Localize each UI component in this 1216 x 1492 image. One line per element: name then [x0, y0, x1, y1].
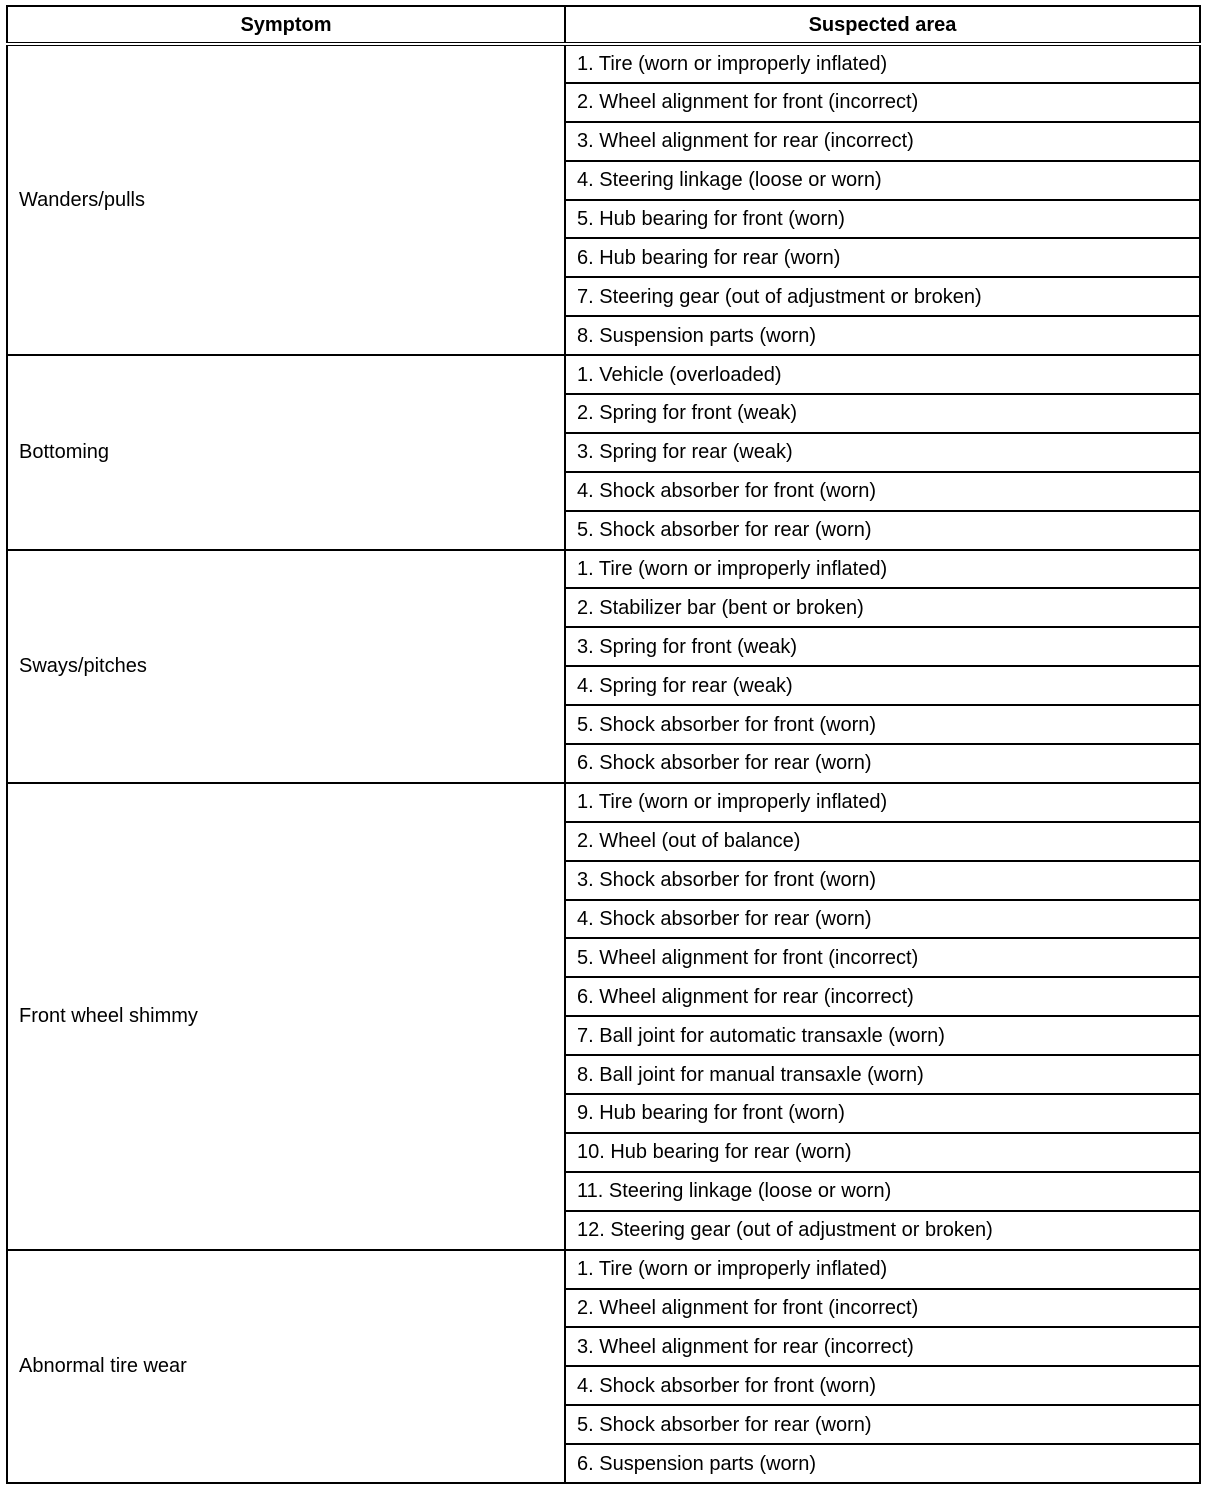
suspected-area-cell: 4. Spring for rear (weak): [565, 666, 1200, 705]
suspected-area-cell: 4. Steering linkage (loose or worn): [565, 161, 1200, 200]
suspected-area-cell: 8. Ball joint for manual transaxle (worn): [565, 1055, 1200, 1094]
suspected-area-cell: 2. Wheel alignment for front (incorrect): [565, 83, 1200, 122]
suspected-area-cell: 2. Stabilizer bar (bent or broken): [565, 588, 1200, 627]
table-header: [7, 6, 1200, 44]
suspected-area-cell: 6. Shock absorber for rear (worn): [565, 744, 1200, 783]
symptom-cell: Sways/pitches: [7, 550, 565, 783]
suspected-area-cell: 7. Steering gear (out of adjustment or broken): [565, 277, 1200, 316]
suspected-area-cell: 3. Wheel alignment for rear (incorrect): [565, 122, 1200, 161]
symptom-table: [6, 5, 1201, 1484]
suspected-area-cell: 4. Shock absorber for front (worn): [565, 1366, 1200, 1405]
symptom-cell: Abnormal tire wear: [7, 1250, 565, 1483]
suspected-area-cell: 1. Tire (worn or improperly inflated): [565, 1250, 1200, 1289]
table-row: [7, 783, 1200, 822]
suspected-area-cell: 3. Spring for rear (weak): [565, 433, 1200, 472]
symptom-cell: Front wheel shimmy: [7, 783, 565, 1250]
suspected-area-cell: 6. Suspension parts (worn): [565, 1444, 1200, 1483]
symptom-cell: Bottoming: [7, 355, 565, 549]
suspected-area-cell: 2. Spring for front (weak): [565, 394, 1200, 433]
suspected-area-cell: 5. Wheel alignment for front (incorrect): [565, 938, 1200, 977]
table-row: [7, 1250, 1200, 1289]
header-row: [7, 6, 1200, 44]
suspected-area-cell: 9. Hub bearing for front (worn): [565, 1094, 1200, 1133]
suspected-area-cell: 2. Wheel alignment for front (incorrect): [565, 1289, 1200, 1328]
suspected-area-cell: 12. Steering gear (out of adjustment or broken): [565, 1211, 1200, 1250]
table-row: [7, 355, 1200, 394]
header-symptom: Symptom: [7, 6, 565, 44]
suspected-area-cell: 4. Shock absorber for front (worn): [565, 472, 1200, 511]
table-row: [7, 550, 1200, 589]
suspected-area-cell: 11. Steering linkage (loose or worn): [565, 1172, 1200, 1211]
suspected-area-cell: 10. Hub bearing for rear (worn): [565, 1133, 1200, 1172]
table-body: [7, 44, 1200, 1483]
suspected-area-cell: 5. Shock absorber for front (worn): [565, 705, 1200, 744]
suspected-area-cell: 7. Ball joint for automatic transaxle (worn): [565, 1016, 1200, 1055]
suspected-area-cell: 8. Suspension parts (worn): [565, 316, 1200, 355]
suspected-area-cell: 3. Wheel alignment for rear (incorrect): [565, 1327, 1200, 1366]
symptom-cell: Wanders/pulls: [7, 44, 565, 355]
suspected-area-cell: 3. Spring for front (weak): [565, 627, 1200, 666]
table-row: [7, 44, 1200, 83]
suspected-area-cell: 1. Tire (worn or improperly inflated): [565, 550, 1200, 589]
suspected-area-cell: 5. Shock absorber for rear (worn): [565, 511, 1200, 550]
suspected-area-cell: 2. Wheel (out of balance): [565, 822, 1200, 861]
header-suspected-area: Suspected area: [565, 6, 1200, 44]
suspected-area-cell: 5. Shock absorber for rear (worn): [565, 1405, 1200, 1444]
suspected-area-cell: 1. Vehicle (overloaded): [565, 355, 1200, 394]
suspected-area-cell: 4. Shock absorber for rear (worn): [565, 900, 1200, 939]
suspected-area-cell: 5. Hub bearing for front (worn): [565, 200, 1200, 239]
suspected-area-cell: 1. Tire (worn or improperly inflated): [565, 44, 1200, 83]
suspected-area-cell: 1. Tire (worn or improperly inflated): [565, 783, 1200, 822]
suspected-area-cell: 3. Shock absorber for front (worn): [565, 861, 1200, 900]
suspected-area-cell: 6. Hub bearing for rear (worn): [565, 238, 1200, 277]
suspected-area-cell: 6. Wheel alignment for rear (incorrect): [565, 977, 1200, 1016]
